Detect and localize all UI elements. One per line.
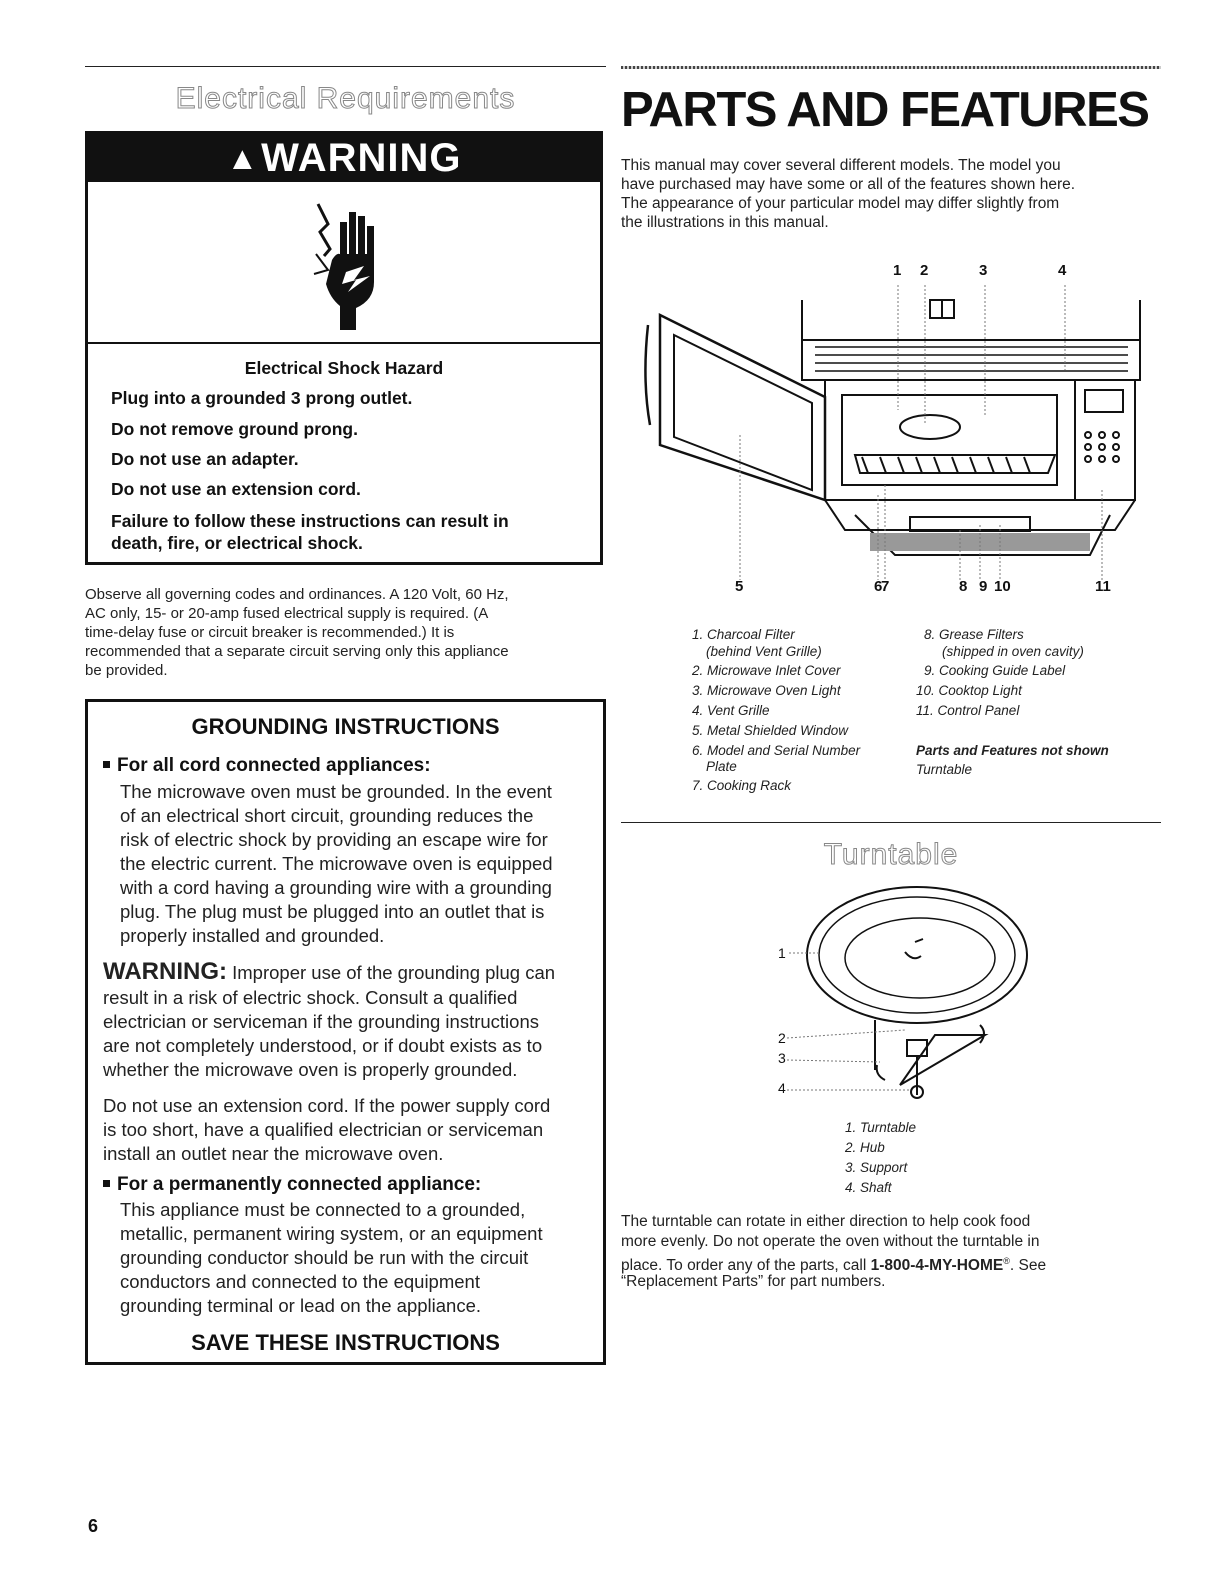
warning-word: WARNING: — [103, 958, 227, 985]
hazard-result-1: Failure to follow these instructions can result in — [111, 511, 509, 531]
legend-left-2: (behind Vent Grille) — [706, 644, 822, 659]
turntable-diagram — [775, 880, 1035, 1105]
phone-number: 1-800-4-MY-HOME — [870, 1257, 1004, 1275]
cord-line-5: with a cord having a grounding wire with a grounding — [120, 877, 552, 898]
electric-shock-hand-icon — [310, 194, 385, 334]
intro-line-4: the illustrations in this manual. — [621, 214, 829, 231]
cord-line-4: the electric current. The microwave oven is equipped — [120, 853, 553, 874]
warning-line-2: electrician or serviceman if the grounding instructions — [103, 1011, 539, 1032]
legend-left-6: 5. Metal Shielded Window — [692, 723, 848, 738]
hazard-line-2: Do not remove ground prong. — [111, 419, 358, 439]
legend-right-5: 11. Control Panel — [916, 703, 1020, 718]
warning-line-4: whether the microwave oven is properly grounded. — [103, 1059, 518, 1080]
turntable-p-3: place. To order any of the parts, call 1-800-4-MY-HOME®. See — [621, 1256, 1047, 1275]
observe-line-4: recommended that a separate circuit serving only this appliance — [85, 643, 509, 660]
turntable-p-1: The turntable can rotate in either direction to help cook food — [621, 1213, 1031, 1230]
legend-left-8: Plate — [706, 759, 737, 774]
callout-6: 6 — [874, 578, 883, 595]
hazard-line-3: Do not use an adapter. — [111, 449, 299, 469]
observe-line-3: time-delay fuse or circuit breaker is recommended.) It is — [85, 624, 455, 641]
cord-line-2: of an electrical short circuit, grounding reduces the — [120, 805, 534, 826]
observe-line-2: AC only, 15- or 20-amp fused electrical supply is required. (A — [85, 605, 489, 622]
hazard-title: Electrical Shock Hazard — [244, 358, 444, 378]
callout-5: 5 — [735, 578, 744, 595]
callout-11: 11 — [1095, 578, 1111, 595]
perm-line-2: metallic, permanent wiring system, or an equipment — [120, 1223, 543, 1244]
callout-3: 3 — [979, 262, 988, 279]
turntable-callout-1: 1 — [778, 945, 786, 961]
turntable-legend-4: 4. Shaft — [845, 1180, 892, 1195]
callout-1: 1 — [893, 262, 902, 279]
extension-line-2: is too short, have a qualified electrician or serviceman — [103, 1119, 544, 1140]
grounding-title: GROUNDING INSTRUCTIONS — [191, 714, 500, 739]
legend-right-1: 8. Grease Filters — [924, 627, 1024, 642]
turntable-legend-3: 3. Support — [845, 1160, 908, 1175]
callout-4: 4 — [1058, 262, 1067, 279]
legend-left-9: 7. Cooking Rack — [692, 778, 792, 793]
warning-header — [88, 134, 600, 182]
cord-line-3: risk of electric shock by providing an escape wire for — [120, 829, 548, 850]
electrical-requirements-title: Electrical Requirements — [175, 82, 516, 115]
callout-2: 2 — [920, 262, 929, 279]
legend-left-1: 1. Charcoal Filter — [692, 627, 795, 642]
permanent-connected-heading: For a permanently connected appliance: — [103, 1174, 481, 1196]
warning-paragraph-first: WARNING: Improper use of the grounding plug can — [103, 958, 556, 985]
page-number: 6 — [88, 1516, 99, 1536]
intro-line-3: The appearance of your particular model may differ slightly from — [621, 195, 1060, 212]
legend-right-3: 9. Cooking Guide Label — [924, 663, 1066, 678]
legend-left-3: 2. Microwave Inlet Cover — [692, 663, 841, 678]
callout-9: 9 — [979, 578, 988, 595]
legend-left-4: 3. Microwave Oven Light — [692, 683, 841, 698]
legend-left-5: 4. Vent Grille — [692, 703, 770, 718]
not-shown-title: Parts and Features not shown — [916, 743, 1109, 758]
bullet-icon — [103, 761, 110, 768]
legend-right-2: (shipped in oven cavity) — [942, 644, 1084, 659]
turntable-legend-2: 2. Hub — [845, 1140, 885, 1155]
warning-line-1: result in a risk of electric shock. Consult a qualified — [103, 987, 518, 1008]
intro-line-1: This manual may cover several different models. The model you — [621, 157, 1061, 174]
observe-line-5: be provided. — [85, 662, 168, 679]
extension-line-1: Do not use an extension cord. If the power supply cord — [103, 1095, 551, 1116]
save-instructions: SAVE THESE INSTRUCTIONS — [191, 1330, 500, 1355]
warning-separator — [88, 342, 600, 344]
perm-line-5: grounding terminal or lead on the appliance. — [120, 1295, 481, 1316]
cord-line-6: plug. The plug must be plugged into an outlet that is — [120, 901, 545, 922]
hazard-line-4: Do not use an extension cord. — [111, 479, 361, 499]
turntable-callout-2: 2 — [778, 1030, 786, 1046]
cord-line-1: The microwave oven must be grounded. In the event — [120, 781, 552, 802]
turntable-legend-1: 1. Turntable — [845, 1120, 917, 1135]
turntable-rule — [621, 822, 1161, 823]
observe-line-1: Observe all governing codes and ordinances. A 120 Volt, 60 Hz, — [85, 586, 509, 603]
warning-line-3: are not completely understood, or if doubt exists as to — [103, 1035, 543, 1056]
hazard-line-1: Plug into a grounded 3 prong outlet. — [111, 388, 413, 408]
cord-line-7: properly installed and grounded. — [120, 925, 385, 946]
extension-line-3: install an outlet near the microwave oven. — [103, 1143, 444, 1164]
parts-features-title: PARTS AND FEATURES — [621, 83, 1149, 137]
cord-connected-heading: For all cord connected appliances: — [103, 755, 431, 777]
perm-line-3: grounding conductor should be run with the circuit — [120, 1247, 529, 1268]
left-top-rule — [85, 66, 606, 67]
turntable-title: Turntable — [823, 838, 959, 871]
not-shown-item: Turntable — [916, 762, 973, 777]
right-top-dotted-rule — [621, 66, 1161, 69]
callout-8: 8 — [959, 578, 968, 595]
turntable-p-4: “Replacement Parts” for part numbers. — [621, 1273, 886, 1290]
intro-line-2: have purchased may have some or all of the features shown here. — [621, 176, 1076, 193]
microwave-diagram — [640, 285, 1160, 580]
callout-7: 7 — [881, 578, 890, 595]
bullet-icon — [103, 1180, 110, 1187]
turntable-p-2: more evenly. Do not operate the oven without the turntable in — [621, 1233, 1040, 1250]
warning-label: WARNING — [261, 136, 462, 180]
perm-line-4: conductors and connected to the equipment — [120, 1271, 480, 1292]
hazard-result-2: death, fire, or electrical shock. — [111, 533, 363, 553]
warning-triangle-icon: ▲ — [226, 140, 260, 176]
turntable-callout-3: 3 — [778, 1050, 786, 1066]
legend-right-4: 10. Cooktop Light — [916, 683, 1022, 698]
turntable-callout-4: 4 — [778, 1080, 786, 1096]
perm-line-1: This appliance must be connected to a grounded, — [120, 1199, 526, 1220]
legend-left-7: 6. Model and Serial Number — [692, 743, 861, 758]
callout-10: 10 — [994, 578, 1011, 595]
